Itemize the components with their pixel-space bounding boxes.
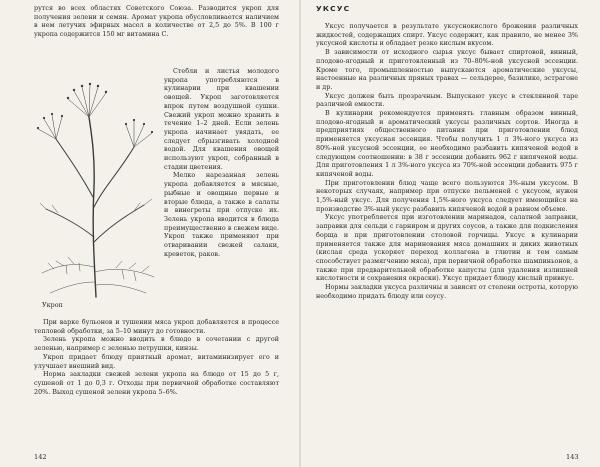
dill-plant-icon: [34, 77, 162, 299]
paragraph: При варке бульонов и тушении мяса укроп добавляется в процессе тепловой обработки, за 5–10 минут до готовности.: [34, 318, 279, 335]
left-wrap-text: [34, 67, 279, 310]
paragraph: При приготовлении блюд чаще всего пользуются 3%-ным уксусом. В некоторых случаях, например при отпуске пельменей с уксусом, нужен 1,5%-ный уксус. Для получения 1,5%-ного уксуса следует имеющийся на производстве 3%-ный уксус разбавить кипяченой водой в равном объеме.: [316, 178, 578, 213]
section-heading: УКСУС: [316, 4, 351, 13]
dill-illustration: [34, 77, 164, 310]
figure-caption: Укроп: [42, 301, 63, 310]
paragraph: Зелень укропа можно вводить в блюдо в сочетании с другой зеленью, например с зеленью петрушки, кинзы.: [34, 335, 279, 353]
right-page-text: [316, 22, 578, 301]
paragraph: Мелко нарезанная зелень укропа добавляется в мясные, рыбные и овощные первые и вторые блюда, а также в салаты и винегреты при отпуске их. Зелень укропа вводится в блюда преимущественно в свежем виде. Укроп также применяют при отваривании свежей салаки, креветок, раков.: [164, 171, 279, 258]
paragraph: Уксус получается в результате уксуснокислого брожения различных жидкостей, содержащих спирт. Уксус содержит, как правило, не менее 3% уксусной кислоты и обладает резко кислым вкусом.: [316, 22, 578, 48]
page-number: 142: [34, 453, 47, 461]
left-top-text: [34, 4, 279, 39]
paragraph: В зависимости от исходного сырья уксус бывает спиртовой, винный, плодово-ягодный и приготовленный из 70–80%-ной уксусной эссенции. Кроме того, промышленностью выпускаются ароматические уксусы, настоенные на различных пряных травах — сельдерее, базилике, эстрагоне и др.: [316, 48, 578, 91]
paragraph: Норма закладки свежей зелени укропа на блюдо от 15 до 5 г, сушеной от 1 до 0,3 г. Отходы при первичной обработке составляют 20%. Выход сушеной зелени укропа 5–6%.: [34, 370, 279, 396]
paragraph: Укроп придает блюду приятный аромат, витаминизирует его и улучшает внешний вид.: [34, 352, 279, 370]
left-bottom-text: [34, 318, 279, 396]
paragraph: Нормы закладки уксуса различны и зависят от степени остроты, которую необходимо придать блюду или соусу.: [316, 283, 578, 300]
page-number: 143: [566, 453, 579, 461]
paragraph: В кулинарии рекомендуется применять главным образом винный, плодово-ягодный и ароматический уксусы различных сортов. Иногда в предприятиях общественного питания при приготовлении блюд применяется уксусная эссенция. Чтобы получить 1 л 3%-ного уксуса из 80%-ной уксусной эссенции, ее необходимо разбавить кипяченой водой в следующем соотношении: в 38 г эссенции добавить 962 г кипяченой воды. Для приготовления 1 л 3%-ного уксуса из 70%-ной эссенции добавить 975 г кипяченой воды.: [316, 109, 578, 178]
book-gutter: [299, 0, 301, 467]
paragraph: Уксус употребляется при изготовлении маринадов, салатной заправки, заправки для сельди с гарниром и других соусов, а также для подкисления борща и при приготовлении столовой горчицы. Уксус в кулинарии применяется также для маринования мяса домашних и диких животных (кислая среда ускоряет переход коллагена в глютин и тем самым способствует размягчению мяса), при первичной обработке шампиньонов, а также при предварительной обработке капусты (для удаления излишней кислотности и сохранения окраски). Уксус придает блюду кислый привкус.: [316, 213, 578, 283]
paragraph: Стебли и листья молодого укропа употребляются в кулинарии при квашении овощей. Укроп заготовляется впрок путем воздушной сушки. Свежий укроп можно хранить в течение 1–2 дней. Если зелень укропа начинает увядать, ее следует сбрызгивать холодной водой. Для квашения овощей используют укроп, собранный в стадии цветения.: [164, 67, 279, 171]
paragraph: рутся во всех областях Советского Союза. Разводится укроп для получения зелени и семян. Аромат укропа обусловливается наличием в нем летучих эфирных масел в количестве от 2,5 до 5%. В 100 г укропа содержится 150 мг витамина С.: [34, 4, 279, 39]
paragraph: Уксус должен быть прозрачным. Выпускают уксус в стеклянной таре различной емкости.: [316, 91, 578, 109]
